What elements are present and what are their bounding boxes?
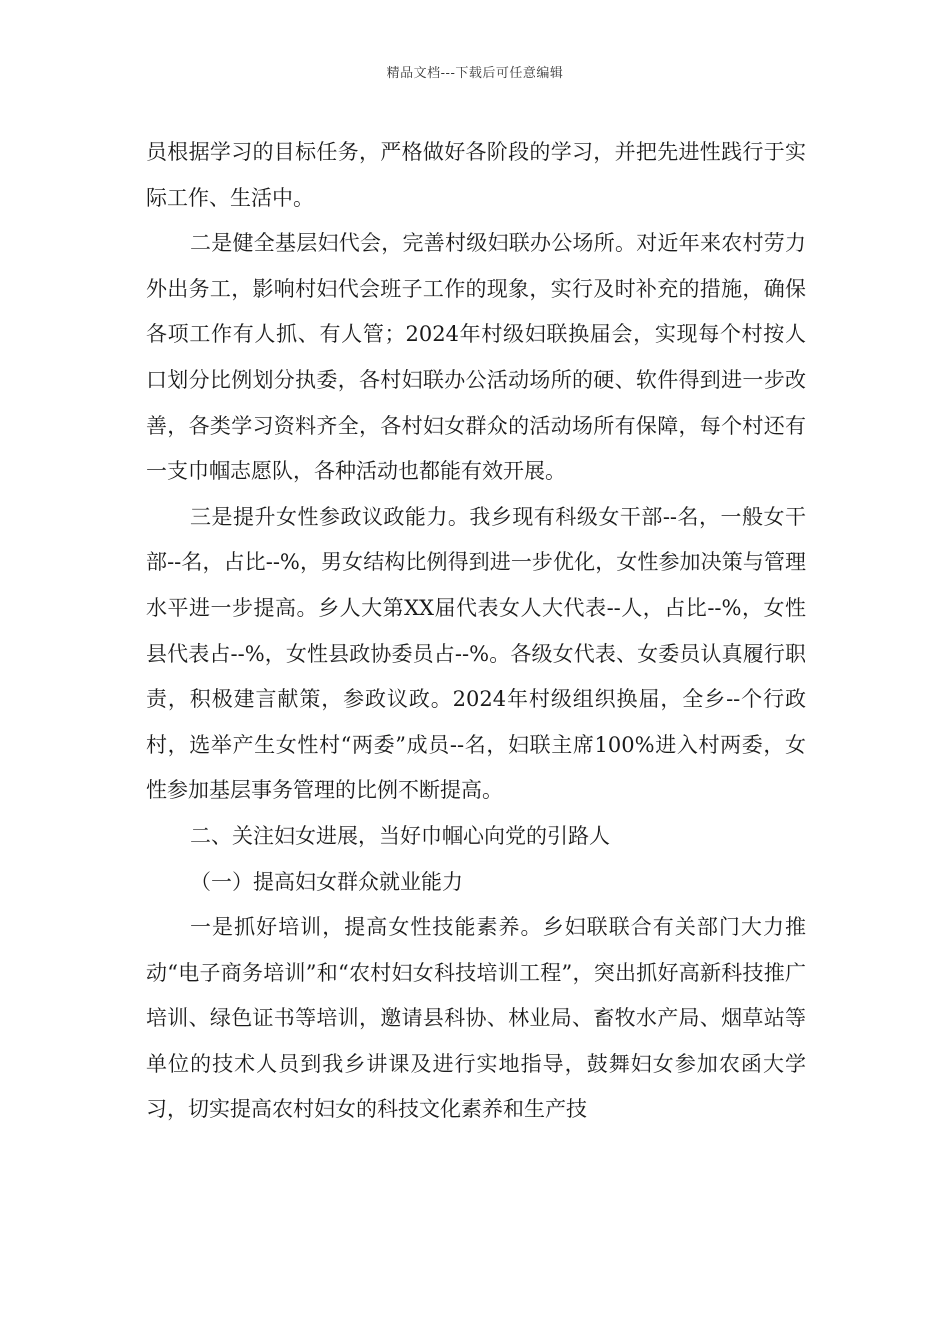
section-heading-women-progress: 二、关注妇女进展，当好巾帼心向党的引路人 — [190, 823, 610, 848]
paragraph-political-participation: 三是提升女性参政议政能力。我乡现有科级女干部--名，一般女干部--名，占比--%，男女结构比例得到进一步优化，女性参加决策与管理水平进一步提高。乡人大第XX届代表女人大代表--人，占比--%，女性县代表占--%，女性县政协委员占--%。各级女代表、女委员认真履行职责，积极建言献策，参政议政。2024年村级组织换届，全乡--个行政村，选举产生女性村“两委”成员--名，妇联主席100%进入村两委，女性参加基层事务管理的比例不断提高。 — [146, 504, 806, 803]
page-header: 精品文档---下载后可任意编辑 — [386, 66, 564, 81]
paragraph-continuation: 员根据学习的目标任务，严格做好各阶段的学习，并把先进性践行于实际工作、生活中。 — [146, 140, 806, 210]
paragraph-training: 一是抓好培训，提高女性技能素养。乡妇联联合有关部门大力推动“电子商务培训”和“农村妇女科技培训工程”，突出抓好高新科技推广培训、绿色证书等培训，邀请县科协、林业局、畜牧水产局、烟草站等单位的技术人员到我乡讲课及进行实地指导，鼓舞妇女参加农函大学习，切实提高农村妇女的科技文化素养和生产技 — [146, 915, 806, 1122]
subsection-heading-employment: （一）提高妇女群众就业能力 — [190, 869, 463, 894]
document-body — [146, 130, 806, 1133]
paragraph-grassroots-women-congress: 二是健全基层妇代会，完善村级妇联办公场所。对近年来农村劳力外出务工，影响村妇代会班子工作的现象，实行及时补充的措施，确保各项工作有人抓、有人管；2024年村级妇联换届会，实现每个村按人口划分比例划分执委，各村妇联办公活动场所的硬、软件得到进一步改善，各类学习资料齐全，各村妇女群众的活动场所有保障，每个村还有一支巾帼志愿队，各种活动也都能有效开展。 — [146, 231, 806, 484]
